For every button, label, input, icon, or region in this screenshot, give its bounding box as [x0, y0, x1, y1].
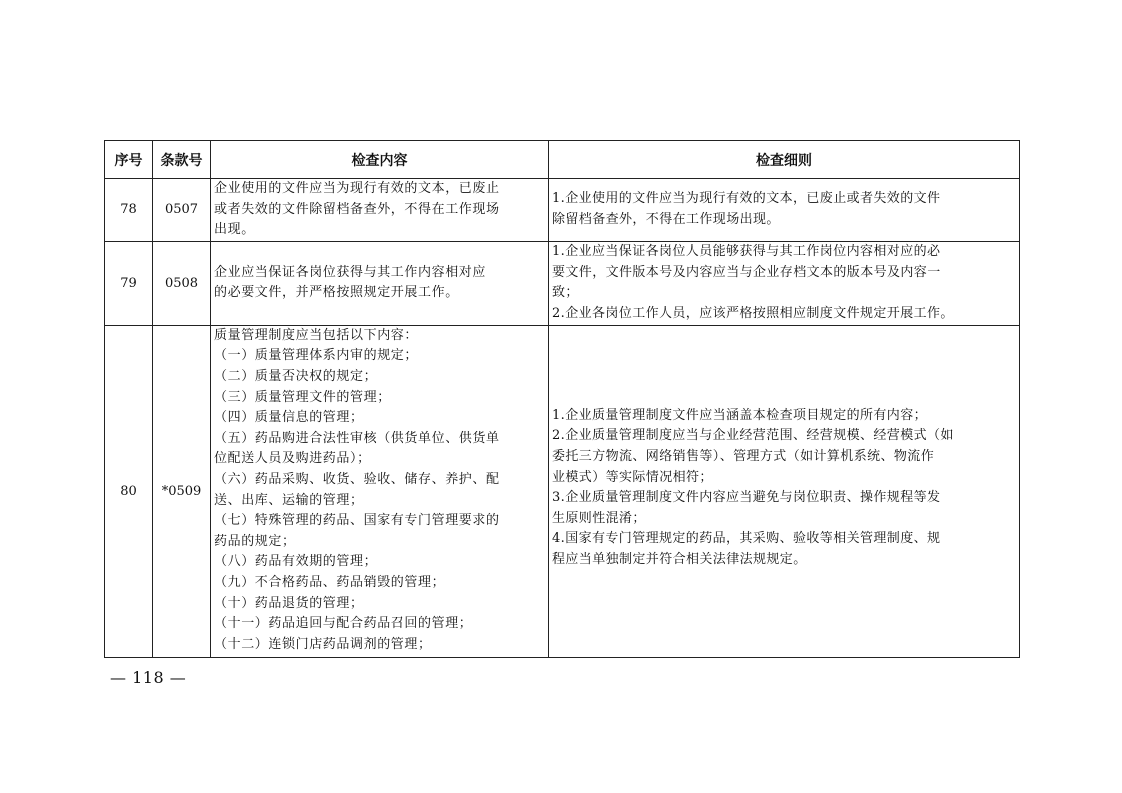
detail-line: 业模式）等实际情况相符； — [552, 469, 713, 485]
content-line: 出现。 — [214, 222, 255, 238]
row-seq: 78 — [105, 179, 153, 242]
header-clause-no: 条款号 — [153, 141, 211, 179]
row-content — [211, 241, 549, 325]
row-seq: 80 — [105, 325, 153, 657]
detail-line: 2.企业质量管理制度应当与企业经营范围、经营规模、经营模式（如 — [552, 428, 954, 444]
content-line: （十）药品退货的管理； — [214, 595, 364, 611]
detail-line: 1.企业使用的文件应当为现行有效的文本，已废止或者失效的文件 — [552, 191, 941, 207]
content-line: 送、出库、运输的管理； — [214, 492, 364, 508]
detail-line: 1.企业质量管理制度文件应当涵盖本检查项目规定的所有内容； — [552, 407, 928, 423]
row-detail — [549, 325, 1020, 657]
content-line: （八）药品有效期的管理； — [214, 554, 378, 570]
header-detail: 检查细则 — [549, 141, 1020, 179]
header-seq: 序号 — [105, 141, 153, 179]
header-content: 检查内容 — [211, 141, 549, 179]
content-line: 企业使用的文件应当为现行有效的文本，已废止 — [214, 181, 500, 196]
content-line: （十二）连锁门店药品调剂的管理； — [214, 636, 432, 652]
detail-line: 3.企业质量管理制度文件内容应当避免与岗位职责、操作规程等发 — [552, 490, 941, 506]
row-clause-no: 0508 — [153, 241, 211, 325]
inspection-table — [104, 140, 1020, 658]
content-line: （十一）药品追回与配合药品召回的管理； — [214, 616, 473, 632]
detail-line: 除留档备查外，不得在工作现场出现。 — [552, 211, 780, 227]
detail-line: 要文件，文件版本号及内容应当与企业存档文本的版本号及内容一 — [552, 264, 941, 280]
row-content — [211, 179, 549, 242]
detail-line: 致； — [552, 285, 579, 301]
content-line: 药品的规定； — [214, 533, 296, 549]
content-line: （四）质量信息的管理； — [214, 410, 364, 426]
content-line: （一）质量管理体系内审的规定； — [214, 348, 419, 364]
page-number: — 118 — — [110, 668, 187, 687]
row-detail — [549, 179, 1020, 242]
table-row — [105, 325, 1020, 657]
row-clause-no: *0509 — [153, 325, 211, 657]
content-line: （五）药品购进合法性审核（供货单位、供货单 — [214, 430, 500, 446]
detail-line: 程应当单独制定并符合相关法律法规规定。 — [552, 551, 807, 567]
detail-line: 2.企业各岗位工作人员，应该严格按照相应制度文件规定开展工作。 — [552, 305, 954, 321]
row-detail — [549, 241, 1020, 325]
content-line: （七）特殊管理的药品、国家有专门管理要求的 — [214, 513, 500, 529]
content-line: （二）质量否决权的规定； — [214, 368, 378, 384]
row-clause-no: 0507 — [153, 179, 211, 242]
content-line: （六）药品采购、收货、验收、储存、养护、配 — [214, 471, 500, 487]
content-line: （三）质量管理文件的管理； — [214, 389, 391, 405]
detail-line: 1.企业应当保证各岗位人员能够获得与其工作岗位内容相对应的必 — [552, 244, 941, 260]
detail-line: 生原则性混淆； — [552, 510, 646, 526]
content-line: 位配送人员及购进药品）； — [214, 451, 371, 467]
row-content — [211, 325, 549, 657]
content-line: 的必要文件，并严格按照规定开展工作。 — [214, 285, 459, 301]
content-line: （九）不合格药品、药品销毁的管理； — [214, 574, 446, 590]
content-line: 质量管理制度应当包括以下内容： — [214, 327, 419, 343]
table-header-row — [105, 141, 1020, 179]
detail-line: 委托三方物流、网络销售等）、管理方式（如计算机系统、物流作 — [552, 448, 935, 464]
table-row — [105, 179, 1020, 242]
table-row — [105, 241, 1020, 325]
content-line: 或者失效的文件除留档备查外，不得在工作现场 — [214, 201, 500, 217]
row-seq: 79 — [105, 241, 153, 325]
content-line: 企业应当保证各岗位获得与其工作内容相对应 — [214, 264, 487, 280]
detail-line: 4.国家有专门管理规定的药品，其采购、验收等相关管理制度、规 — [552, 531, 941, 547]
